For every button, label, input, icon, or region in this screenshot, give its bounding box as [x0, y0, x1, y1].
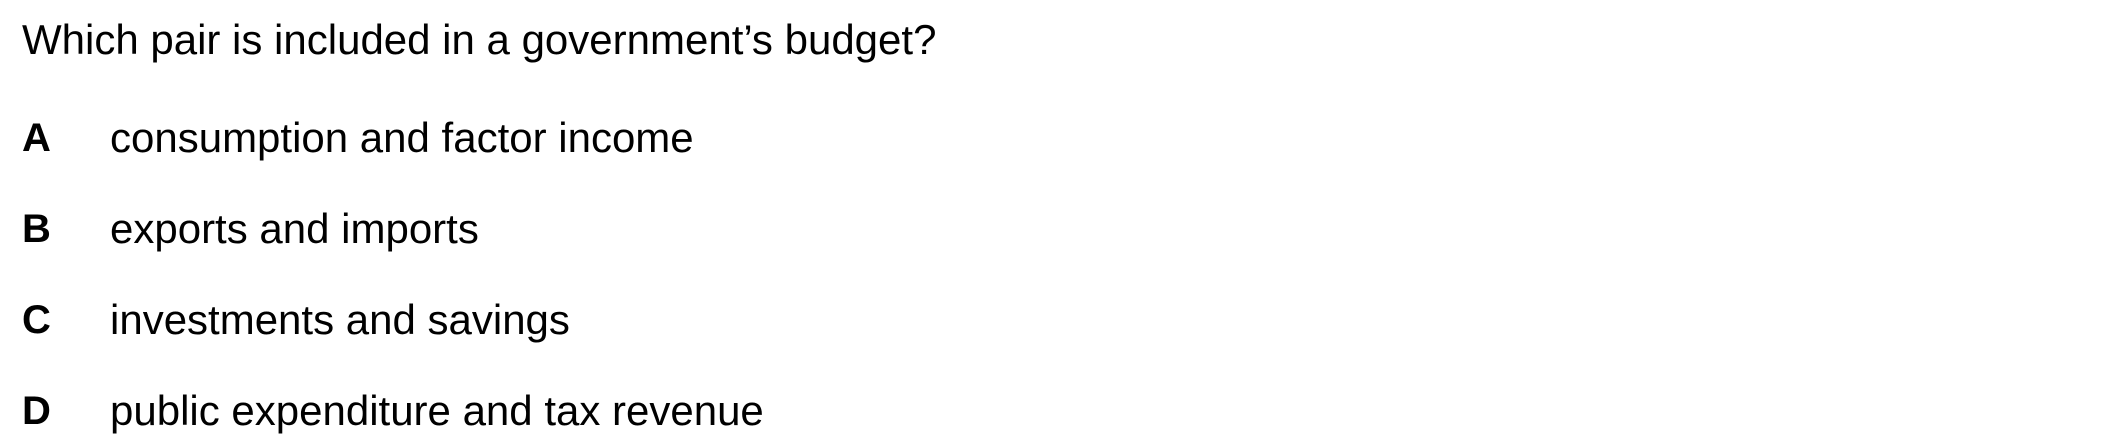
option-text: public expenditure and tax revenue — [110, 387, 764, 434]
option-letter: D — [22, 388, 51, 433]
option-letter: A — [22, 115, 51, 160]
option-letter: C — [22, 297, 51, 342]
option-text: investments and savings — [110, 296, 570, 343]
option-text: consumption and factor income — [110, 114, 694, 161]
answer-options — [22, 108, 764, 441]
option-text: exports and imports — [110, 205, 479, 252]
option-d[interactable] — [22, 381, 764, 441]
option-b[interactable] — [22, 199, 764, 259]
option-c[interactable] — [22, 290, 764, 350]
option-letter: B — [22, 206, 51, 251]
question-text: Which pair is included in a government’s budget? — [22, 16, 937, 63]
option-a[interactable] — [22, 108, 764, 168]
